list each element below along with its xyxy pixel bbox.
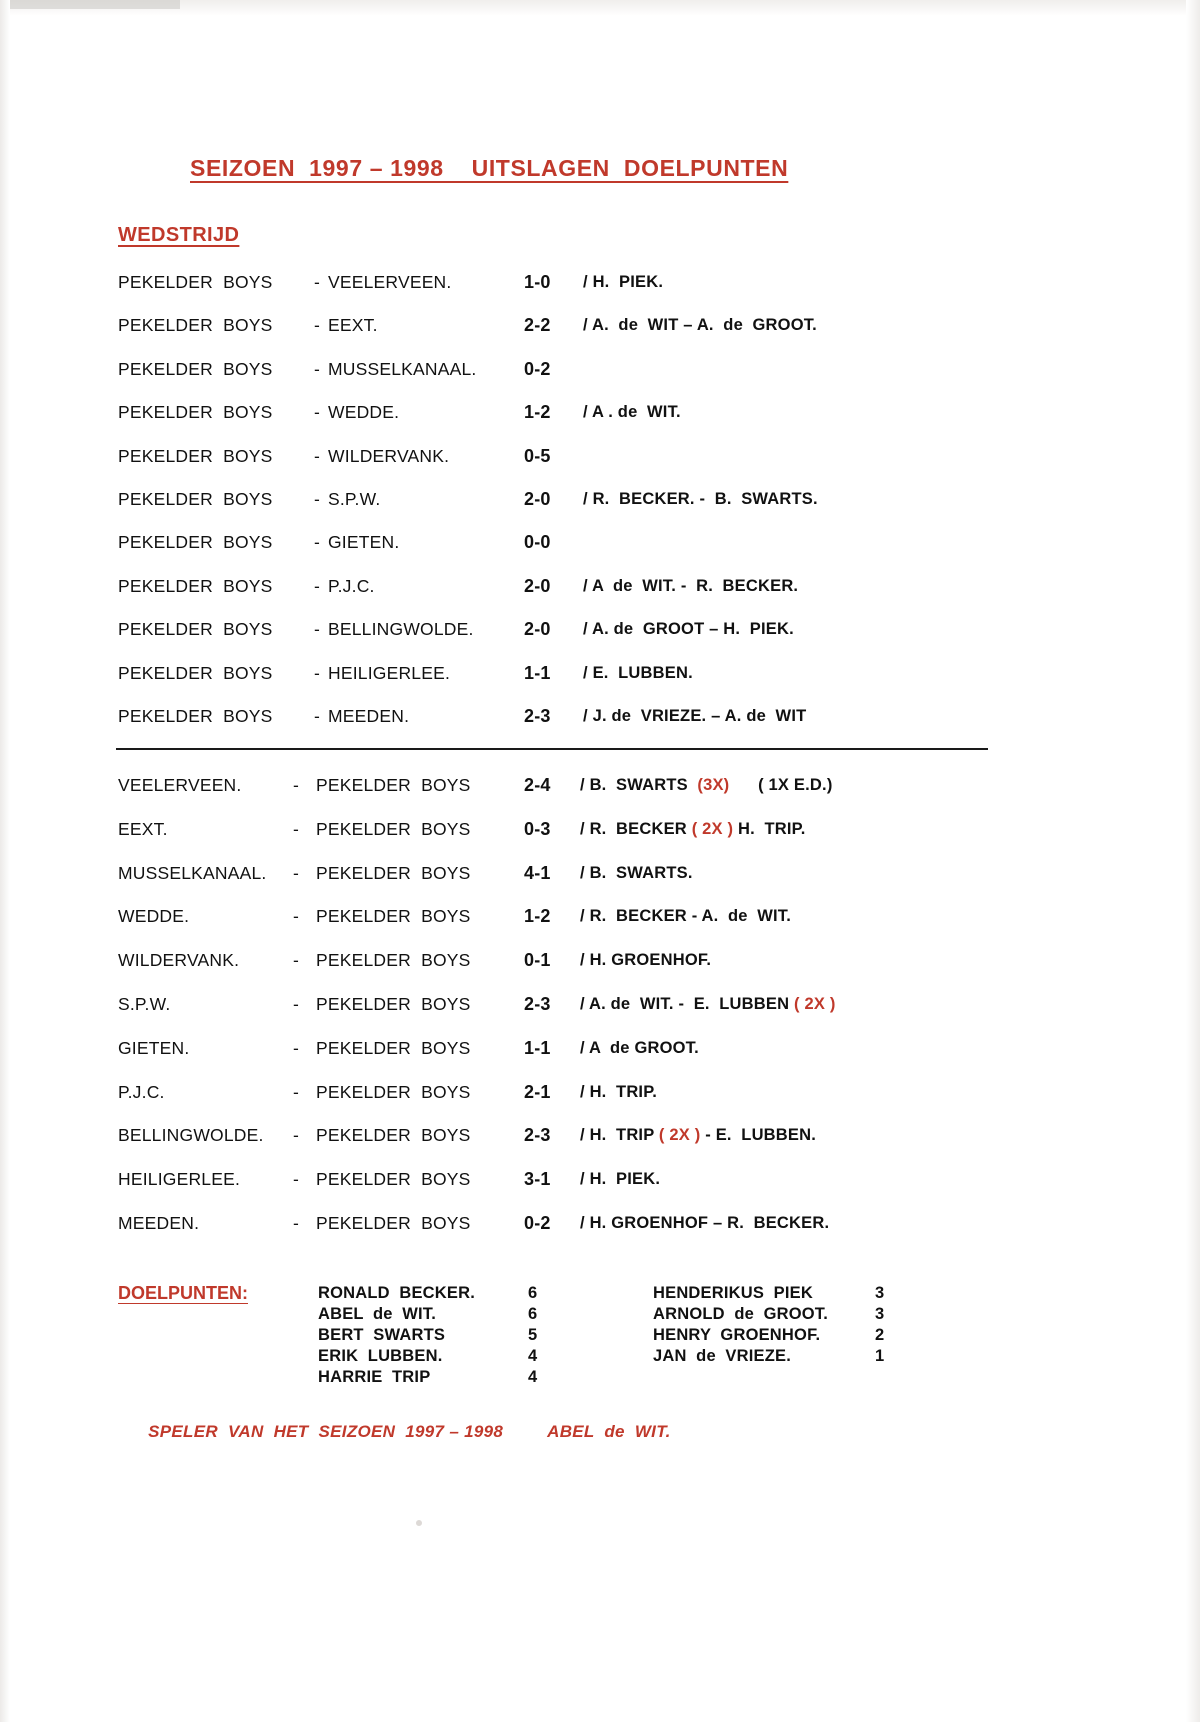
match-home-team: PEKELDER BOYS <box>118 575 273 596</box>
match-away-team: WILDERVANK. <box>328 445 450 466</box>
match-goalscorers: / R. BECKER. - B. SWARTS. <box>583 490 818 508</box>
top-scorer-name: HARRIE TRIP <box>318 1368 431 1386</box>
match-separator-dash: - <box>293 775 300 795</box>
match-row <box>118 994 1118 1018</box>
match-home-team: HEILIGERLEE. <box>118 1169 241 1190</box>
goalscorer-multiplier: ( 2X ) <box>794 995 836 1013</box>
match-away-team: PEKELDER BOYS <box>316 818 471 839</box>
match-separator-dash: - <box>293 1081 300 1102</box>
match-goalscorers <box>580 951 711 970</box>
match-away-team: MUSSELKANAAL. <box>328 358 477 379</box>
match-row <box>118 1038 1118 1062</box>
match-home-team: PEKELDER BOYS <box>118 402 273 423</box>
match-home-team: PEKELDER BOYS <box>118 662 273 683</box>
match-separator-dash: - <box>293 1213 300 1233</box>
match-score: 1-1 <box>524 1037 551 1058</box>
match-home-team: P.J.C. <box>118 1081 165 1102</box>
match-row <box>118 315 1118 339</box>
match-separator-dash: - <box>314 532 321 553</box>
top-scorers-left-column <box>318 1283 538 1388</box>
match-row <box>118 1082 1118 1106</box>
match-row <box>118 532 1118 556</box>
goalscorers-names: / H. TRIP <box>580 1126 659 1145</box>
goalscorers-names: / R. BECKER - A. de WIT. <box>580 907 792 926</box>
match-row <box>118 1169 1118 1193</box>
match-separator-dash: - <box>293 994 300 1014</box>
match-row <box>118 446 1118 470</box>
match-home-team: EEXT. <box>118 818 168 839</box>
match-separator-dash: - <box>314 619 321 640</box>
match-separator-dash: - <box>293 862 300 883</box>
top-scorer-goal-count: 4 <box>528 1347 538 1365</box>
match-score: 2-0 <box>524 489 551 509</box>
match-score: 2-4 <box>524 775 551 795</box>
match-home-team: PEKELDER BOYS <box>118 532 273 553</box>
match-separator-dash: - <box>293 1169 300 1190</box>
goalscorers-names: / A de GROOT. <box>580 1038 699 1057</box>
award-label: SPELER VAN HET SEIZOEN 1997 – 1998 <box>148 1422 504 1441</box>
scan-edge-right <box>1186 0 1200 1722</box>
award-player-name: ABEL de WIT. <box>547 1422 671 1441</box>
match-row <box>118 402 1118 426</box>
match-goalscorers <box>580 1214 829 1233</box>
match-separator-dash: - <box>314 315 321 336</box>
top-scorer-row <box>653 1346 885 1367</box>
match-score: 3-1 <box>524 1169 551 1190</box>
match-goalscorers: / A. de WIT – A. de GROOT. <box>583 316 817 335</box>
match-goalscorers: / E. LUBBEN. <box>583 663 693 682</box>
top-scorer-name: BERT SWARTS <box>318 1326 446 1344</box>
match-home-team: PEKELDER BOYS <box>118 619 273 640</box>
match-away-team: PEKELDER BOYS <box>316 1213 471 1233</box>
match-score: 0-1 <box>524 950 551 971</box>
goalscorers-names-extra: - E. LUBBEN. <box>700 1126 817 1145</box>
match-home-team: PEKELDER BOYS <box>118 489 273 509</box>
match-home-team: PEKELDER BOYS <box>118 315 273 336</box>
match-goalscorers <box>580 907 791 926</box>
top-scorer-goal-count: 3 <box>875 1305 885 1323</box>
match-row <box>118 1213 1118 1237</box>
match-goalscorers <box>580 995 836 1014</box>
goalscorers-names-extra: ( 1X E.D.) <box>729 776 833 794</box>
match-goalscorers <box>580 1126 816 1145</box>
match-separator-dash: - <box>314 272 321 292</box>
match-away-team: WEDDE. <box>328 402 400 423</box>
match-home-team: MEEDEN. <box>118 1213 200 1233</box>
top-scorer-goal-count: 1 <box>875 1347 885 1365</box>
match-home-team: PEKELDER BOYS <box>118 445 273 466</box>
top-scorer-name: JAN de VRIEZE. <box>653 1347 791 1365</box>
match-goalscorers <box>580 776 833 795</box>
match-row <box>118 576 1118 600</box>
match-score: 2-0 <box>524 575 551 596</box>
scan-corner-artifact <box>0 0 180 9</box>
goalscorer-multiplier: ( 2X ) <box>691 819 734 838</box>
match-away-team: P.J.C. <box>328 575 375 596</box>
goalscorers-names: / H. TRIP. <box>580 1082 658 1101</box>
match-score: 4-1 <box>524 862 551 883</box>
top-scorer-goal-count: 5 <box>528 1326 538 1344</box>
match-score: 2-3 <box>524 994 551 1014</box>
match-separator-dash: - <box>293 1037 300 1058</box>
top-scorer-row <box>318 1346 538 1367</box>
match-away-team: BELLINGWOLDE. <box>328 619 474 640</box>
match-score: 1-2 <box>524 402 551 423</box>
match-row <box>118 1125 1118 1149</box>
match-score: 0-3 <box>524 818 551 839</box>
match-separator-dash: - <box>293 1125 300 1146</box>
top-scorer-row <box>653 1325 885 1346</box>
match-goalscorers <box>580 1170 660 1189</box>
match-away-team: PEKELDER BOYS <box>316 1037 471 1058</box>
scan-edge-top <box>0 0 1200 16</box>
match-goalscorers <box>580 864 693 883</box>
match-home-team: VEELERVEEN. <box>118 775 242 795</box>
match-separator-dash: - <box>314 358 321 379</box>
top-scorer-name: ERIK LUBBEN. <box>318 1347 443 1365</box>
match-away-team: S.P.W. <box>328 489 381 509</box>
match-away-team: PEKELDER BOYS <box>316 906 471 927</box>
match-row <box>118 819 1118 843</box>
match-away-team: HEILIGERLEE. <box>328 662 451 683</box>
match-away-team: EEXT. <box>328 315 378 336</box>
top-scorer-row <box>318 1325 538 1346</box>
top-scorer-row <box>318 1283 538 1304</box>
match-score: 0-0 <box>524 532 551 553</box>
goalscorer-multiplier: (3X) <box>697 776 730 794</box>
goalscorers-names: / R. BECKER <box>580 819 692 838</box>
match-row <box>118 619 1118 643</box>
match-goalscorers <box>580 1083 657 1102</box>
match-home-team: BELLINGWOLDE. <box>118 1125 264 1146</box>
goalscorers-names: / H. GROENHOF. <box>580 951 712 970</box>
match-score: 2-3 <box>524 1125 551 1146</box>
match-home-team: PEKELDER BOYS <box>118 706 273 726</box>
top-scorer-row <box>318 1367 538 1388</box>
match-home-team: WEDDE. <box>118 906 190 927</box>
top-scorer-goal-count: 6 <box>528 1305 538 1323</box>
match-row <box>118 863 1118 887</box>
match-row <box>118 706 1118 730</box>
match-separator-dash: - <box>314 489 321 509</box>
match-away-team: PEKELDER BOYS <box>316 1081 471 1102</box>
match-score: 0-5 <box>524 445 551 466</box>
doelpunten-heading: DOELPUNTEN: <box>118 1283 248 1303</box>
match-goalscorers: / A. de GROOT – H. PIEK. <box>583 620 794 639</box>
match-away-team: PEKELDER BOYS <box>316 950 471 971</box>
goalscorers-names: / B. SWARTS <box>580 776 698 794</box>
match-score: 2-2 <box>524 315 551 336</box>
match-separator-dash: - <box>293 818 300 839</box>
match-row <box>118 906 1118 930</box>
match-goalscorers: / A . de WIT. <box>583 403 681 422</box>
goalscorers-names: / H. GROENHOF – R. BECKER. <box>580 1214 830 1232</box>
wedstrijd-section-heading: WEDSTRIJD <box>118 224 240 246</box>
top-scorer-goal-count: 2 <box>875 1326 885 1344</box>
match-score: 0-2 <box>524 1213 551 1233</box>
match-separator-dash: - <box>293 906 300 927</box>
match-separator-dash: - <box>314 445 321 466</box>
match-separator-dash: - <box>314 662 321 683</box>
goalscorers-names-extra: H. TRIP. <box>733 819 806 838</box>
match-goalscorers: / H. PIEK. <box>583 273 664 291</box>
goalscorers-names: / B. SWARTS. <box>580 863 693 882</box>
match-goalscorers: / J. de VRIEZE. – A. de WIT <box>583 707 807 725</box>
match-row <box>118 359 1118 383</box>
match-row <box>118 663 1118 687</box>
top-scorer-name: RONALD BECKER. <box>318 1284 476 1302</box>
player-of-the-season-line <box>118 1402 671 1462</box>
goalscorer-multiplier: ( 2X ) <box>658 1126 701 1145</box>
match-score: 0-2 <box>524 358 551 379</box>
top-scorer-goal-count: 4 <box>528 1368 538 1386</box>
match-home-team: GIETEN. <box>118 1037 190 1058</box>
match-goalscorers <box>580 820 806 839</box>
match-away-team: PEKELDER BOYS <box>316 1169 471 1190</box>
match-score: 1-1 <box>524 662 551 683</box>
top-scorer-name: ARNOLD de GROOT. <box>653 1305 829 1323</box>
match-away-team: PEKELDER BOYS <box>316 994 471 1014</box>
scan-edge-left <box>0 0 10 1722</box>
goalscorers-names: / H. PIEK. <box>580 1170 661 1189</box>
top-scorer-name: HENDERIKUS PIEK <box>653 1284 813 1302</box>
match-separator-dash: - <box>314 706 321 726</box>
top-scorer-row <box>318 1304 538 1325</box>
match-score: 1-2 <box>524 906 551 927</box>
top-scorer-row <box>653 1304 885 1325</box>
match-score: 2-1 <box>524 1081 551 1102</box>
match-away-team: PEKELDER BOYS <box>316 775 471 795</box>
match-away-team: PEKELDER BOYS <box>316 862 471 883</box>
match-separator-dash: - <box>314 402 321 423</box>
match-separator-dash: - <box>314 575 321 596</box>
match-away-team: VEELERVEEN. <box>328 272 452 292</box>
goalscorers-names: / A. de WIT. - E. LUBBEN <box>580 995 794 1013</box>
match-home-team: S.P.W. <box>118 994 171 1014</box>
section-divider <box>116 748 988 750</box>
match-home-team: MUSSELKANAAL. <box>118 862 267 883</box>
match-score: 2-0 <box>524 619 551 640</box>
match-score: 1-0 <box>524 272 551 292</box>
top-scorer-goal-count: 3 <box>875 1284 885 1302</box>
scan-speck-artifact <box>416 1520 422 1526</box>
match-away-team: GIETEN. <box>328 532 400 553</box>
match-row <box>118 272 1118 296</box>
top-scorer-name: ABEL de WIT. <box>318 1305 437 1323</box>
top-scorer-goal-count: 6 <box>528 1284 538 1302</box>
match-row <box>118 489 1118 513</box>
match-home-team: PEKELDER BOYS <box>118 358 273 379</box>
match-separator-dash: - <box>293 950 300 971</box>
top-scorers-right-column <box>653 1283 885 1367</box>
top-scorer-name: HENRY GROENHOF. <box>653 1326 821 1344</box>
top-scorer-row <box>653 1283 885 1304</box>
match-away-team: PEKELDER BOYS <box>316 1125 471 1146</box>
match-goalscorers: / A de WIT. - R. BECKER. <box>583 576 799 595</box>
match-row <box>118 950 1118 974</box>
match-row <box>118 775 1118 799</box>
match-goalscorers <box>580 1039 699 1058</box>
match-away-team: MEEDEN. <box>328 706 410 726</box>
match-home-team: WILDERVANK. <box>118 950 240 971</box>
match-home-team: PEKELDER BOYS <box>118 272 273 292</box>
match-score: 2-3 <box>524 706 551 726</box>
page-title: SEIZOEN 1997 – 1998 UITSLAGEN DOELPUNTEN <box>190 155 789 181</box>
